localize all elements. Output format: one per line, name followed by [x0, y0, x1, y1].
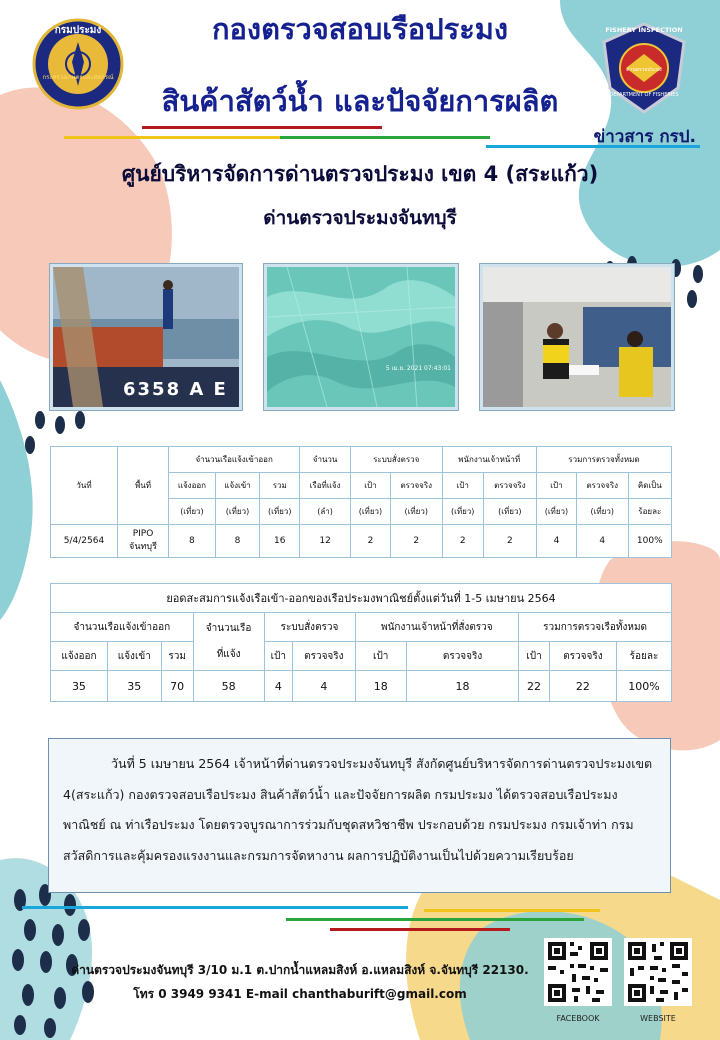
cell-out: 8	[169, 525, 216, 558]
cell-notify: 12	[300, 525, 351, 558]
t2-cell-out: 35	[51, 671, 108, 702]
cell-total-actual: 4	[576, 525, 628, 558]
news-label: ข่าวสาร กรป.	[593, 127, 696, 147]
t2-cell-in: 35	[107, 671, 161, 702]
t2-cell-total-actual: 22	[549, 671, 616, 702]
header-in: แจ้งเข้า	[215, 473, 259, 499]
unit-percent: ร้อยละ	[628, 499, 671, 525]
page-title-line1: กองตรวจสอบเรือประมง	[211, 12, 509, 46]
unit-trip: (เที่ยว)	[483, 499, 536, 525]
t2-header-total-actual: ตรวจจริง	[549, 642, 616, 671]
header-sum: รวม	[260, 473, 300, 499]
t2-header-sys-actual: ตรวจจริง	[293, 642, 355, 671]
page-title-line2: สินค้าสัตว์น้ำ และปัจจัยการผลิต	[161, 84, 559, 118]
footer-divider-green	[286, 918, 584, 921]
t2-cell-total-target: 22	[519, 671, 550, 702]
t2-header-notify-line1: จำนวนเรือ	[205, 622, 252, 634]
footer-contact: โทร 0 3949 9341 E-mail chanthaburift@gmail.com	[133, 987, 467, 1001]
header-system-group: ระบบสั่งตรวจ	[350, 447, 442, 473]
header-staff-group: พนักงานเจ้าหน้าที่	[442, 447, 536, 473]
header-equals: คิดเป็น	[628, 473, 671, 499]
t2-cell-sum: 70	[161, 671, 193, 702]
divider-red	[142, 126, 382, 129]
t2-header-system-group: ระบบสั่งตรวจ	[264, 613, 355, 642]
table-row	[51, 671, 672, 702]
t2-header-total-group: รวมการตรวจเรือทั้งหมด	[519, 613, 672, 642]
cell-percent: 100%	[628, 525, 671, 558]
header-total-target: เป้า	[536, 473, 576, 499]
website-qr-code[interactable]	[624, 938, 692, 1006]
cell-staff-actual: 2	[483, 525, 536, 558]
cell-total-target: 4	[536, 525, 576, 558]
facebook-qr-code[interactable]	[544, 938, 612, 1006]
t2-cell-notify: 58	[193, 671, 264, 702]
table2-caption: ยอดสะสมการแจ้งเรือเข้า-ออกของเรือประมงพาณิชย์ตั้งแต่วันที่ 1-5 เมษายน 2564	[51, 584, 672, 613]
unit-trip: (เที่ยว)	[350, 499, 390, 525]
photo-timestamp: 5 เม.ย. 2021 07:43:01	[385, 365, 451, 372]
photo-fishing-net	[264, 264, 458, 410]
left-logo-text: กรมประมง	[54, 25, 102, 36]
header-date: วันที่	[51, 447, 118, 525]
t2-cell-sys-target: 4	[264, 671, 293, 702]
header-notify: เรือที่แจ้ง	[300, 473, 351, 499]
t2-header-boats-group: จำนวนเรือแจ้งเข้าออก	[51, 613, 194, 642]
header-area: พื้นที่	[118, 447, 169, 525]
website-qr-label: WEBSITE	[640, 1014, 676, 1023]
footer-divider-blue	[22, 906, 408, 909]
cell-in: 8	[215, 525, 259, 558]
daily-inspection-table	[50, 446, 672, 558]
unit-trip: (เที่ยว)	[576, 499, 628, 525]
t2-header-staff-group: พนักงานเจ้าหน้าที่สั่งตรวจ	[355, 613, 519, 642]
photo-boat-inspection	[50, 264, 242, 410]
right-logo-bottom-text: DEPARTMENT OF FISHERIES	[609, 92, 679, 98]
t2-cell-sys-actual: 4	[293, 671, 355, 702]
t2-cell-percent: 100%	[616, 671, 671, 702]
unit-trip: (เที่ยว)	[390, 499, 442, 525]
t2-header-notify	[193, 613, 264, 671]
t2-header-staff-target: เป้า	[355, 642, 406, 671]
cell-date: 5/4/2564	[51, 525, 118, 558]
center-name: ศูนย์บริหารจัดการด่านตรวจประมง เขต 4 (สระแก้ว)	[121, 162, 599, 186]
cell-sum: 16	[260, 525, 300, 558]
right-logo-center-text: ด่านตรวจประมง	[626, 67, 662, 73]
unit-vessel: (ลำ)	[300, 499, 351, 525]
divider-green	[280, 136, 490, 139]
footer-divider-red	[330, 928, 510, 931]
t2-cell-staff-target: 18	[355, 671, 406, 702]
t2-header-staff-actual: ตรวจจริง	[406, 642, 518, 671]
unit-trip: (เที่ยว)	[260, 499, 300, 525]
cumulative-inspection-table	[50, 583, 672, 702]
right-logo-top-text: FISHERY INSPECTION	[605, 26, 683, 34]
unit-trip: (เที่ยว)	[215, 499, 259, 525]
cell-sys-target: 2	[350, 525, 390, 558]
header-total-group: รวมการตรวจทั้งหมด	[536, 447, 671, 473]
cell-staff-target: 2	[442, 525, 483, 558]
left-logo-subtext: กระทรวงเกษตรและสหกรณ์	[42, 74, 114, 81]
footer-address: ด่านตรวจประมงจันทบุรี 3/10 ม.1 ต.ปากน้ำแหลมสิงห์ อ.แหลมสิงห์ จ.จันทบุรี 22130.	[71, 963, 529, 977]
divider-yellow	[64, 136, 280, 139]
report-paragraph: วันที่ 5 เมษายน 2564 เจ้าหน้าที่ด่านตรวจประมงจันทบุรี สังกัดศูนย์บริหารจัดการด่านตรวจประมงเขต 4(สระแก้ว) กองตรวจสอบเรือประมง สินค้าสัตว์น้ำ และปัจจัยการผลิต กรมประมง ได้ตรวจสอบเรือประมงพาณิชย์ ณ ท่าเรือประมง โดยตรวจบูรณาการร่วมกับชุดสหวิชาชีพ ประกอบด้วย กรมประมง กรมเจ้าท่า กรมสวัสดิการและคุ้มครองแรงงานและกรมการจัดหางาน ผลการปฏิบัติงานเป็นไปด้วยความเรียบร้อย	[48, 738, 671, 893]
facebook-qr-label: FACEBOOK	[556, 1014, 600, 1023]
t2-header-in: แจ้งเข้า	[107, 642, 161, 671]
header-out: แจ้งออก	[169, 473, 216, 499]
cell-area: PIPO จันทบุรี	[118, 525, 169, 558]
checkpoint-name: ด่านตรวจประมงจันทบุรี	[263, 207, 457, 229]
t2-cell-staff-actual: 18	[406, 671, 518, 702]
header-staff-actual: ตรวจจริง	[483, 473, 536, 499]
header-boats-group: จำนวนเรือแจ้งเข้าออก	[169, 447, 300, 473]
table-row	[51, 525, 672, 558]
header-staff-target: เป้า	[442, 473, 483, 499]
photo-officers-inspecting	[480, 264, 674, 410]
header-sys-actual: ตรวจจริง	[390, 473, 442, 499]
unit-trip: (เที่ยว)	[169, 499, 216, 525]
t2-header-total-target: เป้า	[519, 642, 550, 671]
t2-header-sys-target: เป้า	[264, 642, 293, 671]
footer-divider-yellow	[424, 909, 600, 912]
t2-header-sum: รวม	[161, 642, 193, 671]
header-count-group: จำนวน	[300, 447, 351, 473]
header-sys-target: เป้า	[350, 473, 390, 499]
unit-trip: (เที่ยว)	[442, 499, 483, 525]
unit-trip: (เที่ยว)	[536, 499, 576, 525]
header-total-actual: ตรวจจริง	[576, 473, 628, 499]
t2-header-notify-line2: ที่แจ้ง	[216, 648, 241, 660]
boat-number-text: 6358 A E	[123, 379, 228, 400]
t2-header-out: แจ้งออก	[51, 642, 108, 671]
t2-header-percent: ร้อยละ	[616, 642, 671, 671]
cell-sys-actual: 2	[390, 525, 442, 558]
